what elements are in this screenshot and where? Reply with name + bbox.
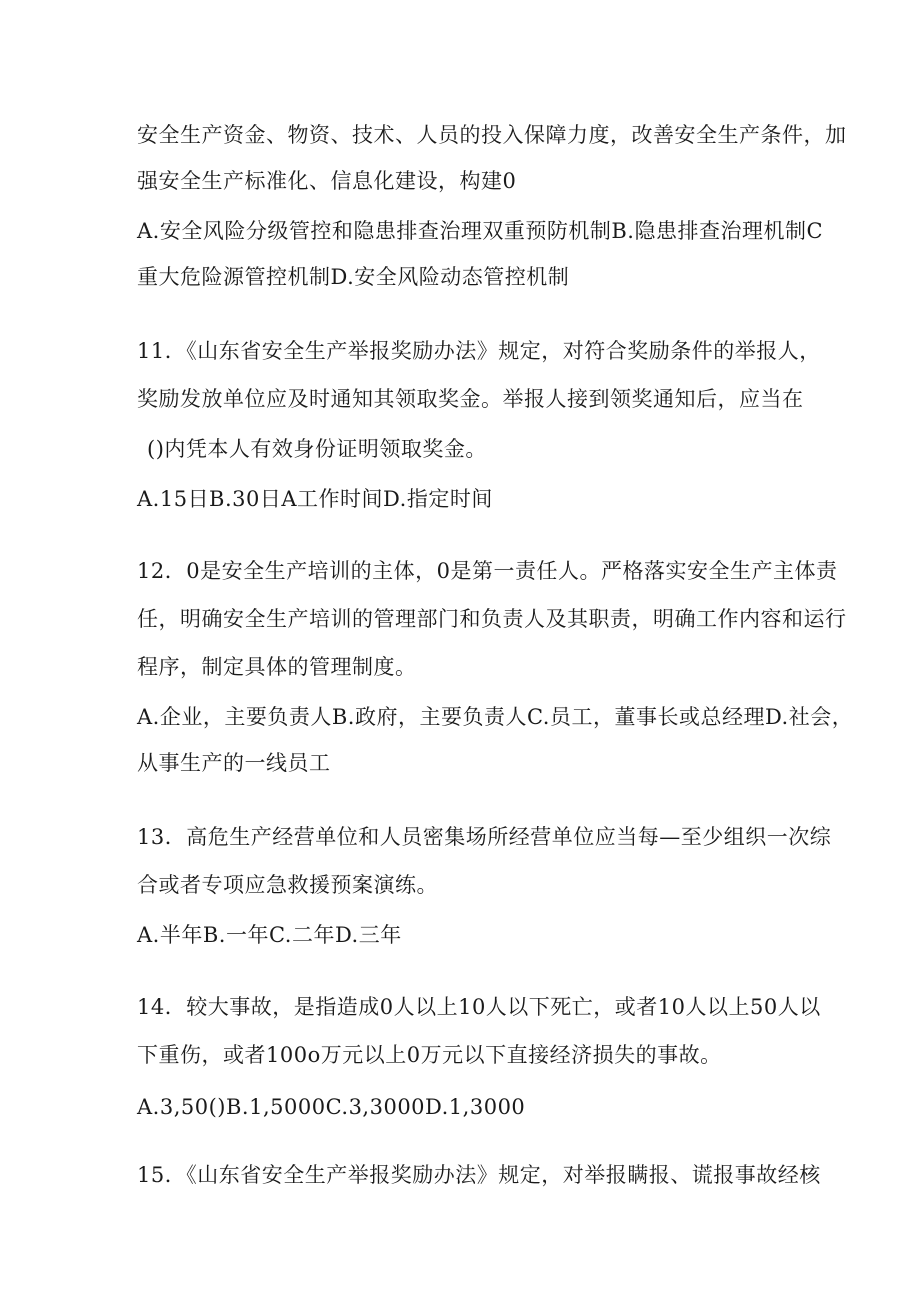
option-line: 重大危险源管控机制D.安全风险动态管控机制: [137, 265, 570, 289]
question-15: 15．《山东省安全生产举报奖励办法》规定，对举报瞒报、谎报事故经核: [137, 1163, 821, 1187]
option-line: A.15日B.30日A工作时间D.指定时间: [137, 487, 493, 511]
text-line: 安全生产资金、物资、技术、人员的投入保障力度，改善安全生产条件，加: [137, 123, 847, 147]
text-line: 强安全生产标准化、信息化建设，构建0: [137, 169, 517, 193]
text-line: 奖励发放单位应及时通知其领取奖金。举报人接到领奖通知后，应当在: [137, 387, 804, 411]
text-line: 程序，制定具体的管理制度。: [137, 655, 417, 679]
question-14: 14．较大事故，是指造成0人以上10人以下死亡，或者10人以上50人以: [137, 995, 821, 1019]
question-12: 12．0是安全生产培训的主体，0是第一责任人。严格落实安全生产主体责: [137, 559, 838, 583]
option-line: A.企业，主要负责人B.政府，主要负责人C.员工，董事长或总经理D.社会，: [137, 705, 854, 729]
option-line: A.3,50()B.1,5000C.3,3000D.1,3000: [137, 1095, 526, 1119]
option-line: A.半年B.一年C.二年D.三年: [137, 923, 402, 947]
text-line: 合或者专项应急救援预案演练。: [137, 873, 438, 897]
question-11: 11．《山东省安全生产举报奖励办法》规定，对符合奖励条件的举报人，: [137, 339, 821, 363]
question-13: 13．高危生产经营单位和人员密集场所经营单位应当每—至少组织一次综: [137, 825, 832, 849]
option-line: A.安全风险分级管控和隐患排查治理双重预防机制B.隐患排查治理机制C: [137, 219, 824, 243]
option-line: 从事生产的一线员工: [137, 751, 331, 775]
text-line: 任，明确安全生产培训的管理部门和负责人及其职责，明确工作内容和运行: [137, 607, 847, 631]
text-line: 下重伤，或者100o万元以上0万元以下直接经济损失的事故。: [137, 1043, 722, 1067]
text-line: ()内凭本人有效身份证明领取奖金。: [147, 437, 487, 461]
